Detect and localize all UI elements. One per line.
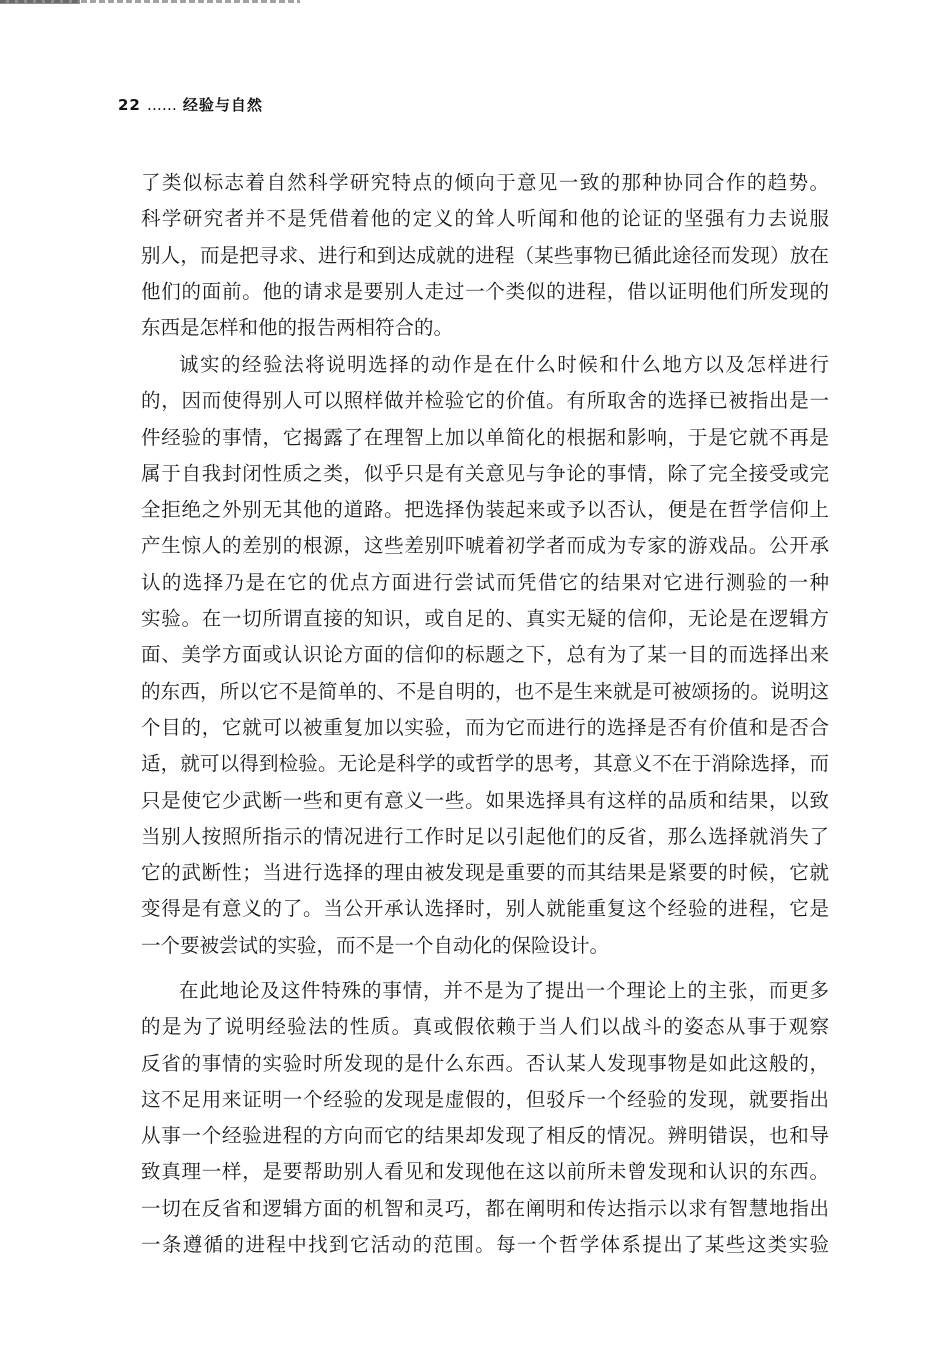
text-line: 东西是怎样和他的报告两相符合的。 — [141, 316, 454, 340]
paragraph-3 — [141, 973, 829, 1263]
text-line: 的，因而使得别人可以照样做并检验它的价值。有所取舍的选择已被指出是一 — [141, 389, 829, 413]
text-line: 实验。在一切所谓直接的知识，或自足的、真实无疑的信仰，无论是在逻辑方 — [141, 607, 829, 631]
text-line: 适，就可以得到检验。无论是科学的或哲学的思考，其意义不在于消除选择，而 — [141, 752, 829, 776]
text-line: 诚实的经验法将说明选择的动作是在什么时候和什么地方以及怎样进行 — [179, 353, 829, 376]
text-line: 变得是有意义的了。当公开承认选择时，别人就能重复这个经验的进程，它是 — [141, 897, 829, 921]
page-number: 22 — [118, 96, 141, 114]
text-line: 这不足用来证明一个经验的发现是虚假的，但驳斥一个经验的发现，就要指出 — [141, 1087, 829, 1111]
text-line: 只是使它少武断一些和更有意义一些。如果选择具有这样的品质和结果，以致 — [141, 788, 829, 812]
book-title: 经验与自然 — [182, 96, 263, 114]
text-line: 别人，而是把寻求、进行和到达成就的进程（某些事物已循此途径而发现）放在 — [141, 243, 829, 267]
text-line: 的是为了说明经验法的性质。真或假依赖于当人们以战斗的姿态从事于观察 — [141, 1015, 829, 1039]
text-line: 了类似标志着自然科学研究特点的倾向于意见一致的那种协同合作的趋势。 — [141, 171, 829, 194]
text-line: 认的选择乃是在它的优点方面进行尝试而凭借它的结果对它进行测验的一种 — [141, 570, 829, 594]
text-line: 产生惊人的差别的根源，这些差别吓唬着初学者而成为专家的游戏品。公开承 — [141, 534, 829, 558]
text-line: 科学研究者并不是凭借着他的定义的耸人听闻和他的论证的坚强有力去说服 — [141, 207, 829, 231]
text-line: 的东西，所以它不是简单的、不是自明的，也不是生来就是可被颂扬的。说明这 — [141, 679, 829, 703]
text-line: 他们的面前。他的请求是要别人走过一个类似的进程，借以证明他们所发现的 — [141, 279, 829, 303]
text-line: 个目的，它就可以被重复加以实验，而为它而进行的选择是否有价值和是否合 — [141, 715, 829, 739]
scan-artifact-mark — [0, 0, 80, 4]
running-head — [118, 94, 263, 115]
text-line: 一个要被尝试的实验，而不是一个自动化的保险设计。 — [141, 933, 610, 957]
text-line: 属于自我封闭性质之类，似乎只是有关意见与争论的事情，除了完全接受或完 — [141, 461, 829, 485]
text-line: 反省的事情的实验时所发现的是什么东西。否认某人发现事物是如此这般的， — [141, 1051, 829, 1075]
paragraph-2 — [141, 347, 829, 964]
text-line: 它的武断性；当进行选择的理由被发现是重要的而其结果是紧要的时候，它就 — [141, 861, 829, 885]
text-line: 面、美学方面或认识论方面的信仰的标题之下，总有为了某一目的而选择出来 — [141, 643, 829, 667]
text-line: 在此地论及这件特殊的事情，并不是为了提出一个理论上的主张，而更多 — [179, 979, 829, 1002]
paragraph-1 — [141, 165, 829, 346]
text-line: 从事一个经验进程的方向而它的结果却发现了相反的情况。辨明错误，也和导 — [141, 1124, 829, 1148]
text-line: 当别人按照所指示的情况进行工作时足以引起他们的反省，那么选择就消失了 — [141, 824, 829, 848]
text-line: 件经验的事情，它揭露了在理智上加以单简化的根据和影响，于是它就不再是 — [141, 425, 829, 449]
text-line: 致真理一样，是要帮助别人看见和发现他在这以前所未曾发现和认识的东西。 — [141, 1160, 829, 1184]
text-line: 一切在反省和逻辑方面的机智和灵巧，都在阐明和传达指示以求有智慧地指出 — [141, 1196, 829, 1220]
text-line: 一条遵循的进程中找到它活动的范围。每一个哲学体系提出了某些这类实验 — [141, 1233, 829, 1257]
text-line: 全拒绝之外别无其他的道路。把选择伪装起来或予以否认，便是在哲学信仰上 — [141, 498, 829, 522]
header-dots: …… — [146, 96, 177, 114]
